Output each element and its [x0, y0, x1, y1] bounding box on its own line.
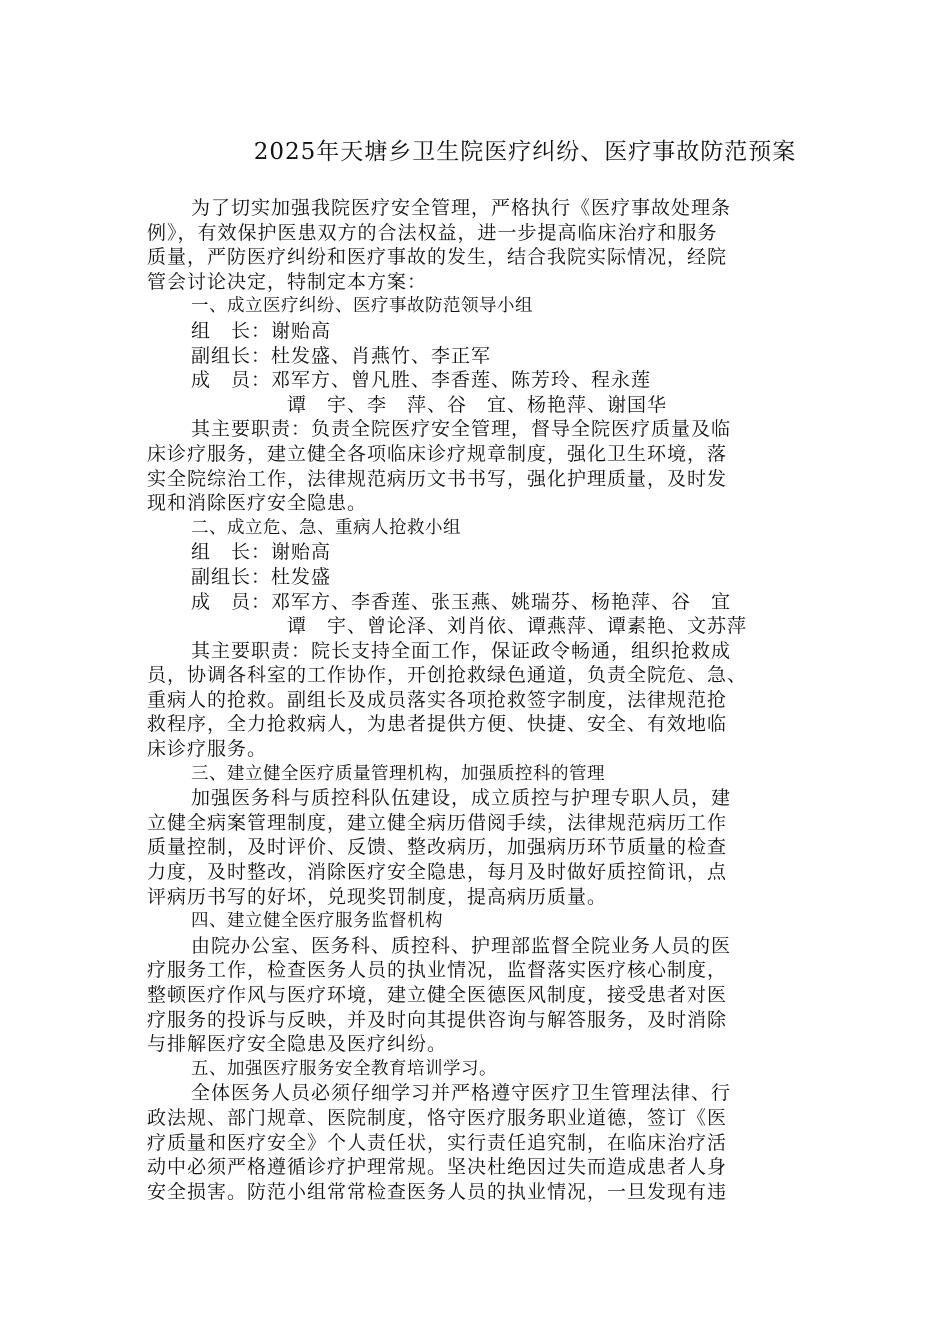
paragraph-line: 床诊疗服务，建立健全各项临床诊疗规章制度，强化卫生环境，落 [147, 442, 728, 465]
role-line: 组 长：谢贻高 [191, 319, 332, 342]
paragraph-first-line: 加强医务科与质控科队伍建设，成立质控与护理专职人员，建 [191, 787, 732, 810]
paragraph-line: 床诊疗服务。 [147, 738, 268, 761]
role-line: 成 员：邓军方、曾凡胜、李香莲、陈芳玲、程永莲 [191, 369, 652, 392]
role-line: 组 长：谢贻高 [191, 541, 332, 564]
paragraph-line: 立健全病案管理制度，建立健全病历借阅手续，法律规范病历工作 [147, 811, 728, 834]
paragraph-first-line: 由院办公室、医务科、质控科、护理部监督全院业务人员的医 [191, 934, 732, 957]
paragraph-line: 评病历书写的好坏，兑现奖罚制度，提高病历质量。 [147, 885, 608, 908]
paragraph-line: 管会讨论决定，特制定本方案： [147, 270, 428, 293]
paragraph-line: 与排解医疗安全隐患及医疗纠纷。 [147, 1033, 448, 1056]
paragraph-first-line: 其主要职责：院长支持全面工作，保证政令畅通，组织抢救成 [191, 639, 732, 662]
paragraph-line: 政法规、部门规章、医院制度，恪守医疗服务职业道德，签订《医 [147, 1106, 728, 1129]
paragraph-line: 实全院综治工作，法律规范病历文书书写，强化护理质量，及时发 [147, 467, 728, 490]
paragraph-line: 现和消除医疗安全隐患。 [147, 492, 368, 515]
paragraph-first-line: 全体医务人员必须仔细学习并严格遵守医疗卫生管理法律、行 [191, 1082, 732, 1105]
section-heading: 五、加强医疗服务安全教育培训学习。 [191, 1058, 497, 1079]
paragraph-line: 救程序，全力抢救病人，为患者提供方便、快捷、安全、有效地临 [147, 713, 728, 736]
member-continuation-line: 谭 宇、李 萍、谷 宜、杨艳萍、谢国华 [287, 393, 668, 416]
document-title: 2025年天塘乡卫生院医疗纠纷、医疗事故防范预案 [253, 139, 797, 165]
paragraph-line: 整顿医疗作风与医疗环境，建立健全医德医风制度，接受患者对医 [147, 984, 728, 1006]
role-line: 成 员：邓军方、李香莲、张玉燕、姚瑞芬、杨艳萍、谷 宜 [191, 590, 732, 613]
section-heading: 二、成立危、急、重病人抢救小组 [191, 517, 461, 538]
paragraph-line: 员，协调各科室的工作协作，开创抢救绿色通道，负责全院危、急、 [147, 664, 748, 687]
paragraph-line: 疗服务的投诉与反映，并及时向其提供咨询与解答服务，及时消除 [147, 1008, 728, 1031]
member-continuation-line: 谭 宇、曾论泽、刘肖依、谭燕萍、谭素艳、文苏萍 [287, 615, 748, 638]
role-line: 副组长：杜发盛 [191, 565, 332, 588]
paragraph-first-line: 其主要职责：负责全院医疗安全管理，督导全院医疗质量及临 [191, 418, 732, 441]
document-body [147, 196, 859, 1204]
role-line: 副组长：杜发盛、肖燕竹、李正军 [191, 344, 492, 367]
paragraph-line: 质量控制，及时评价、反馈、整改病历，加强病历环节质量的检查 [147, 836, 728, 859]
section-heading: 三、建立健全医疗质量管理机构，加强质控科的管理 [191, 763, 605, 784]
paragraph-line: 力度，及时整改，消除医疗安全隐患，每月及时做好质控简讯，点 [147, 861, 728, 884]
paragraph-line: 疗服务工作，检查医务人员的执业情况，监督落实医疗核心制度， [147, 959, 728, 982]
section-heading: 一、成立医疗纠纷、医疗事故防范领导小组 [191, 296, 533, 317]
paragraph-first-line: 为了切实加强我院医疗安全管理，严格执行《医疗事故处理条 [191, 197, 732, 219]
paragraph-line: 例》，有效保护医患双方的合法权益，进一步提高临床治疗和服务 [147, 221, 718, 244]
paragraph-line: 疗质量和医疗安全》个人责任状，实行责任追究制，在临床治疗活 [147, 1131, 728, 1154]
paragraph-line: 安全损害。防范小组常常检查医务人员的执业情况，一旦发现有违 [147, 1180, 728, 1203]
paragraph-line: 重病人的抢救。副组长及成员落实各项抢救签字制度，法律规范抢 [147, 688, 728, 711]
paragraph-line: 质量，严防医疗纠纷和医疗事故的发生，结合我院实际情况，经院 [147, 246, 728, 269]
paragraph-line: 动中必须严格遵循诊疗护理常规。坚决杜绝因过失而造成患者人身 [147, 1156, 728, 1179]
section-heading: 四、建立健全医疗服务监督机构 [191, 911, 443, 932]
